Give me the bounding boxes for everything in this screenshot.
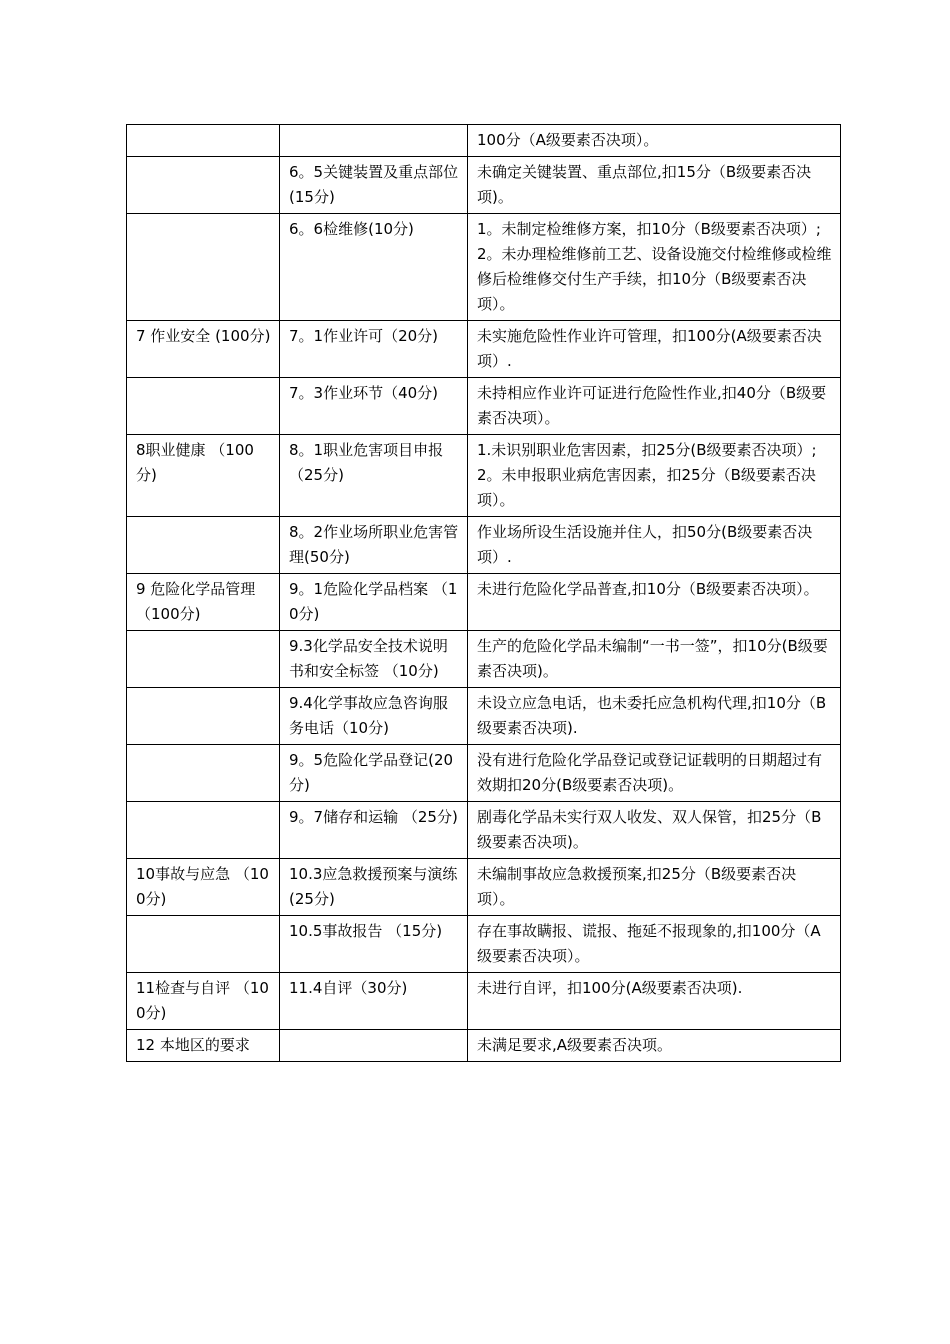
criteria-line: 未进行自评，扣100分(A级要素否决项).: [477, 979, 743, 997]
item-cell: 7。3作业环节（40分): [280, 378, 468, 435]
table-row: [127, 973, 841, 1030]
item-cell: 11.4自评（30分): [280, 973, 468, 1030]
criteria-line: 未设立应急电话，也未委托应急机构代理,扣10分（B级要素否决项).: [477, 694, 827, 737]
table-row: [127, 214, 841, 321]
category-cell: 7 作业安全 (100分): [127, 321, 280, 378]
category-cell: 12 本地区的要求: [127, 1030, 280, 1062]
item-cell: 8。1职业危害项目申报（25分): [280, 435, 468, 517]
table-row: [127, 574, 841, 631]
criteria-line: 未确定关键装置、重点部位,扣15分（B级要素否决项)。: [477, 163, 812, 206]
category-cell: [127, 214, 280, 321]
criteria-cell: [468, 802, 841, 859]
criteria-line: 作业场所设生活设施并住人，扣50分(B级要素否决项）.: [477, 523, 813, 566]
table-row: [127, 157, 841, 214]
criteria-line: 100分（A级要素否决项）。: [477, 131, 659, 149]
item-cell: 9.3化学品安全技术说明书和安全标签 （10分): [280, 631, 468, 688]
item-cell: 10.3应急救援预案与演练(25分): [280, 859, 468, 916]
table-row: [127, 1030, 841, 1062]
criteria-line: 未进行危险化学品普查,扣10分（B级要素否决项）。: [477, 580, 819, 598]
category-cell: [127, 688, 280, 745]
criteria-cell: [468, 1030, 841, 1062]
category-cell: [127, 745, 280, 802]
category-cell: [127, 378, 280, 435]
evaluation-criteria-table: [126, 124, 841, 1062]
criteria-cell: [468, 688, 841, 745]
criteria-cell: [468, 745, 841, 802]
category-cell: 8职业健康 （100分): [127, 435, 280, 517]
item-cell: [280, 1030, 468, 1062]
table-row: [127, 435, 841, 517]
table-row: [127, 916, 841, 973]
criteria-line: 剧毒化学品未实行双人收发、双人保管，扣25分（B级要素否决项)。: [477, 808, 822, 851]
criteria-cell: [468, 859, 841, 916]
criteria-cell: [468, 157, 841, 214]
criteria-line: 生产的危险化学品未编制“一书一签”，扣10分(B级要素否决项)。: [477, 637, 828, 680]
table-row: [127, 745, 841, 802]
category-cell: [127, 802, 280, 859]
table-row: [127, 688, 841, 745]
item-cell: 9。5危险化学品登记(20分): [280, 745, 468, 802]
criteria-cell: [468, 517, 841, 574]
criteria-line: 存在事故瞒报、谎报、拖延不报现象的,扣100分（A级要素否决项）。: [477, 922, 821, 965]
criteria-cell: [468, 435, 841, 517]
table-row: [127, 517, 841, 574]
criteria-cell: [468, 916, 841, 973]
category-cell: [127, 125, 280, 157]
criteria-line: 未编制事故应急救援预案,扣25分（B级要素否决项）。: [477, 865, 797, 908]
criteria-line: 未实施危险性作业许可管理，扣100分(A级要素否决项）.: [477, 327, 822, 370]
table-row: [127, 631, 841, 688]
criteria-cell: [468, 973, 841, 1030]
category-cell: [127, 517, 280, 574]
criteria-cell: [468, 321, 841, 378]
criteria-cell: [468, 378, 841, 435]
criteria-line: 没有进行危险化学品登记或登记证载明的日期超过有效期扣20分(B级要素否决项)。: [477, 751, 823, 794]
table-row: [127, 859, 841, 916]
category-cell: [127, 916, 280, 973]
criteria-cell: [468, 574, 841, 631]
criteria-cell: [468, 631, 841, 688]
item-cell: 7。1作业许可（20分): [280, 321, 468, 378]
item-cell: 8。2作业场所职业危害管理(50分): [280, 517, 468, 574]
item-cell: [280, 125, 468, 157]
criteria-line: 2。未办理检维修前工艺、设备设施交付检维修或检维修后检维修交付生产手续，扣10分（B级要素否决项）。: [477, 245, 832, 313]
item-cell: 9。7储存和运输 （25分): [280, 802, 468, 859]
criteria-line: 2。未申报职业病危害因素，扣25分（B级要素否决项）。: [477, 466, 816, 509]
category-cell: [127, 157, 280, 214]
table-body: [127, 125, 841, 1062]
table-row: [127, 125, 841, 157]
criteria-line: 未满足要求,A级要素否决项。: [477, 1036, 673, 1054]
table-row: [127, 802, 841, 859]
table-row: [127, 321, 841, 378]
item-cell: 6。6检维修(10分): [280, 214, 468, 321]
criteria-cell: [468, 214, 841, 321]
item-cell: 9.4化学事故应急咨询服务电话（10分): [280, 688, 468, 745]
item-cell: 6。5关键装置及重点部位(15分): [280, 157, 468, 214]
category-cell: 10事故与应急 （100分): [127, 859, 280, 916]
item-cell: 10.5事故报告 （15分): [280, 916, 468, 973]
criteria-line: 1。未制定检维修方案，扣10分（B级要素否决项）;: [477, 220, 821, 238]
category-cell: 11检查与自评 （100分): [127, 973, 280, 1030]
category-cell: [127, 631, 280, 688]
item-cell: 9。1危险化学品档案 （10分): [280, 574, 468, 631]
criteria-line: 1.未识别职业危害因素，扣25分(B级要素否决项）;: [477, 441, 817, 459]
criteria-cell: [468, 125, 841, 157]
category-cell: 9 危险化学品管理 （100分): [127, 574, 280, 631]
table-row: [127, 378, 841, 435]
criteria-line: 未持相应作业许可证进行危险性作业,扣40分（B级要素否决项）。: [477, 384, 827, 427]
